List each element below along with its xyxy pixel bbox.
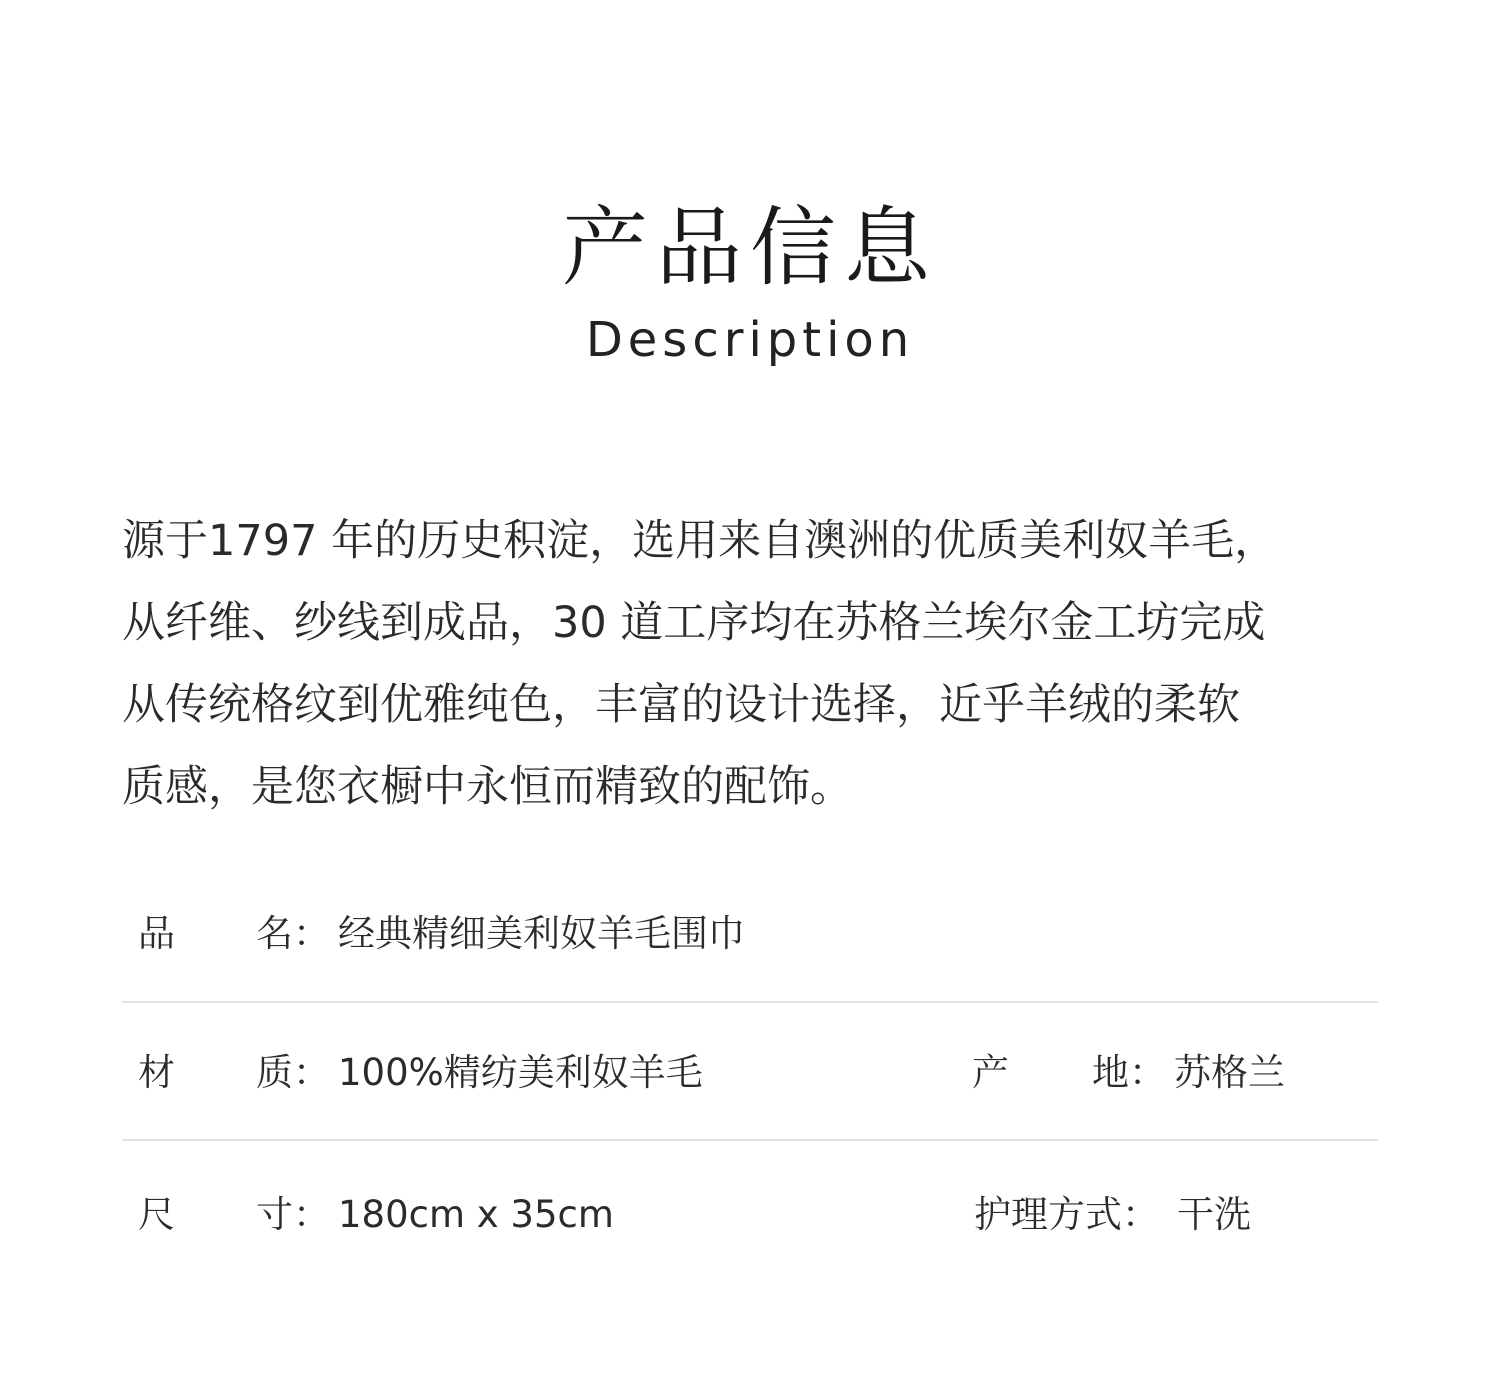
spec-row-size xyxy=(122,1185,1378,1245)
spec-label-char: 寸： xyxy=(256,1193,330,1236)
spec-label-char: 产 xyxy=(972,1051,1009,1094)
spec-value-name: 经典精细美利奴羊毛围巾 xyxy=(338,912,745,955)
spec-label-char: 尺 xyxy=(138,1193,175,1236)
intro-line: 质感，是您衣橱中永恒而精致的配饰。 xyxy=(122,762,853,812)
spec-label-care: 护理方式： xyxy=(974,1193,1159,1236)
spec-value-material: 100%精纺美利奴羊毛 xyxy=(338,1051,703,1094)
page-title: 产品信息 xyxy=(562,198,938,298)
product-intro xyxy=(122,500,1392,828)
intro-line: 源于1797 年的历史积淀，选用来自澳洲的优质美利奴羊毛， xyxy=(122,516,1278,566)
spec-value-size: 180cm x 35cm xyxy=(338,1193,614,1236)
spec-row-name xyxy=(122,904,1378,964)
intro-line: 从传统格纹到优雅纯色，丰富的设计选择，近乎羊绒的柔软 xyxy=(122,680,1240,730)
intro-line: 从纤维、纱线到成品，30 道工序均在苏格兰埃尔金工坊完成 xyxy=(122,598,1266,648)
spec-value-care: 干洗 xyxy=(1177,1193,1251,1236)
spec-label-char: 质： xyxy=(256,1051,330,1094)
spec-label-char: 品 xyxy=(138,912,175,955)
spec-label-char: 材 xyxy=(138,1051,175,1094)
spec-value-origin: 苏格兰 xyxy=(1174,1051,1285,1094)
divider xyxy=(122,1139,1378,1141)
spec-label-char: 地： xyxy=(1092,1051,1166,1094)
page-subtitle: Description xyxy=(585,312,915,368)
divider xyxy=(122,1001,1378,1003)
spec-label-char: 名： xyxy=(256,912,330,955)
spec-row-material xyxy=(122,1043,1378,1103)
